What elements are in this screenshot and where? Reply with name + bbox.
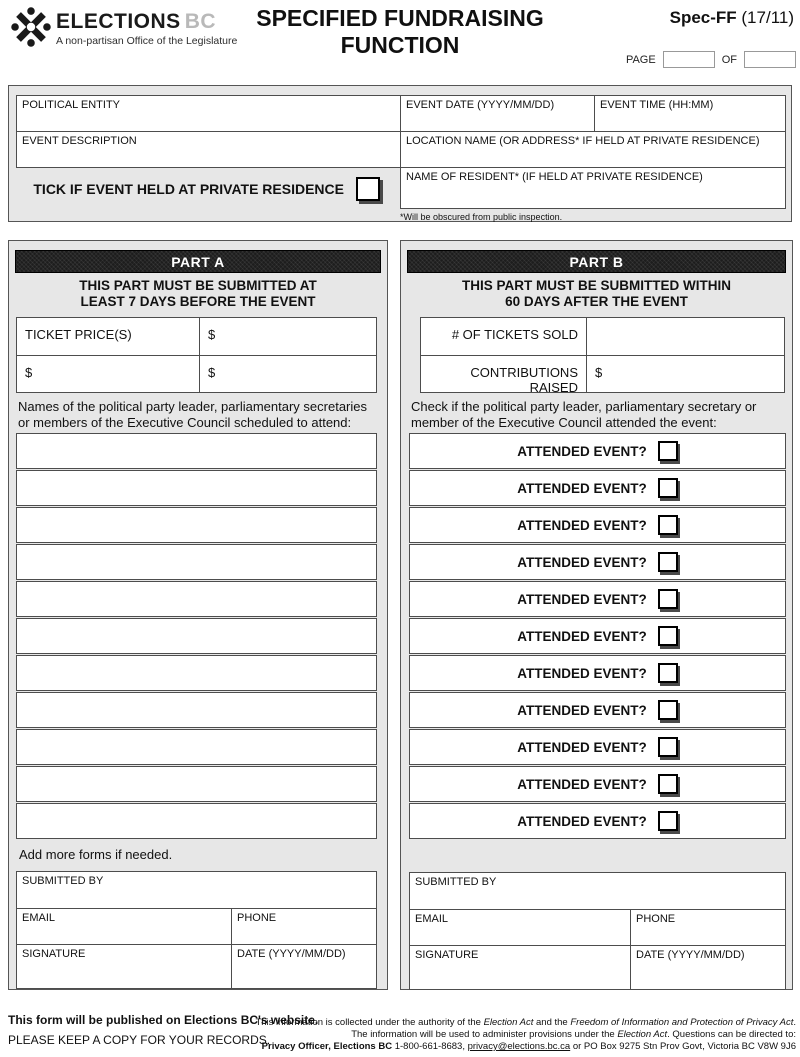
- tickets-summary-table: [420, 317, 785, 393]
- attended-event-row: [409, 507, 786, 543]
- page-total-field[interactable]: [744, 51, 796, 68]
- attended-event-checkbox[interactable]: [658, 478, 678, 498]
- private-residence-checkbox[interactable]: [356, 177, 380, 201]
- phone-field[interactable]: PHONE: [231, 909, 376, 944]
- attended-event-checkbox[interactable]: [658, 663, 678, 683]
- ticket-price-field-1[interactable]: $: [199, 318, 376, 355]
- privacy-email-link[interactable]: privacy@elections.bc.ca: [467, 1041, 571, 1052]
- attended-event-checkbox[interactable]: [658, 626, 678, 646]
- attended-event-checkbox[interactable]: [658, 515, 678, 535]
- attended-event-row: [409, 766, 786, 802]
- page-of-row: [626, 51, 796, 68]
- attendee-name-row[interactable]: [16, 729, 377, 765]
- ticket-price-field-3[interactable]: $: [199, 356, 376, 392]
- attended-event-label: ATTENDED EVENT?: [517, 813, 647, 829]
- form-code: Spec-FF (17/11): [669, 8, 794, 27]
- attended-event-row: [409, 581, 786, 617]
- attendee-name-row[interactable]: [16, 470, 377, 506]
- attended-event-checkbox[interactable]: [658, 552, 678, 572]
- attended-event-row: [409, 433, 786, 469]
- privacy-line1: This information is collected under the authority of the Election Act and the Freedom of Information and Protection of Privacy Act.: [255, 1017, 796, 1028]
- part-a-subtitle: THIS PART MUST BE SUBMITTED AT LEAST 7 DAYS BEFORE THE EVENT: [79, 278, 317, 309]
- table-row: [17, 355, 376, 392]
- attendee-name-row[interactable]: [16, 766, 377, 802]
- submitted-by-field[interactable]: SUBMITTED BY: [415, 876, 497, 888]
- page-title-line2: FUNCTION: [340, 32, 460, 58]
- attendee-name-row[interactable]: [16, 803, 377, 839]
- location-name-field[interactable]: [400, 131, 786, 168]
- attendee-names-list: [16, 433, 377, 839]
- table-row: [421, 355, 784, 395]
- attendee-name-row[interactable]: [16, 581, 377, 617]
- resident-name-label: NAME OF RESIDENT* (IF HELD AT PRIVATE RESIDENCE): [406, 171, 703, 183]
- published-note: This form will be published on Elections BC's website.: [8, 1013, 319, 1027]
- attended-event-row: [409, 655, 786, 691]
- signature-field[interactable]: SIGNATURE: [415, 949, 479, 961]
- attended-event-label: ATTENDED EVENT?: [517, 739, 647, 755]
- table-row: [17, 318, 376, 355]
- page-label: PAGE: [625, 53, 656, 66]
- part-a-header: PART A: [15, 250, 381, 273]
- attendee-name-row[interactable]: [16, 544, 377, 580]
- attended-event-label: ATTENDED EVENT?: [517, 517, 647, 533]
- attended-event-list: [409, 433, 786, 839]
- date-field[interactable]: DATE (YYYY/MM/DD): [630, 946, 785, 989]
- resident-name-field[interactable]: [400, 167, 786, 209]
- elections-bc-logo-icon: [10, 6, 52, 48]
- attended-event-checkbox[interactable]: [658, 811, 678, 831]
- part-a-panel: [8, 240, 388, 990]
- attended-event-label: ATTENDED EVENT?: [517, 480, 647, 496]
- attendee-name-row[interactable]: [16, 692, 377, 728]
- contributions-raised-field[interactable]: $: [586, 356, 784, 392]
- attended-event-label: ATTENDED EVENT?: [517, 665, 647, 681]
- attended-event-row: [409, 470, 786, 506]
- contributions-raised-label: CONTRIBUTIONS RAISED: [470, 365, 578, 395]
- attendee-name-row[interactable]: [16, 507, 377, 543]
- logo-bc-suffix: BC: [184, 10, 217, 33]
- part-a-submitted-block: [16, 871, 377, 989]
- part-b-panel: [400, 240, 793, 990]
- of-label: OF: [721, 53, 737, 66]
- attended-event-label: ATTENDED EVENT?: [517, 443, 647, 459]
- location-name-label: LOCATION NAME (OR ADDRESS* IF HELD AT PRIVATE RESIDENCE): [406, 135, 760, 147]
- keep-copy-note: PLEASE KEEP A COPY FOR YOUR RECORDS.: [8, 1033, 271, 1047]
- attended-event-checkbox[interactable]: [658, 589, 678, 609]
- obscured-footnote: *Will be obscured from public inspection.: [400, 212, 563, 222]
- page-title-line1: SPECIFIED FUNDRAISING: [256, 5, 544, 31]
- attended-event-label: ATTENDED EVENT?: [517, 591, 647, 607]
- attended-caption: Check if the political party leader, parliamentary secretary or member of the Executive Council attended the event:: [411, 399, 757, 430]
- attended-event-row: [409, 692, 786, 728]
- attendee-name-row[interactable]: [16, 618, 377, 654]
- attended-event-row: [409, 729, 786, 765]
- event-date-field[interactable]: [400, 95, 595, 132]
- submitted-by-field[interactable]: SUBMITTED BY: [22, 875, 104, 887]
- attended-event-row: [409, 618, 786, 654]
- private-residence-tick-row: [16, 168, 400, 209]
- part-b-submitted-block: [409, 872, 786, 990]
- ticket-price-field-2[interactable]: $: [25, 365, 33, 380]
- attended-event-checkbox[interactable]: [658, 774, 678, 794]
- logo-wordmark: ELECTIONS BC: [56, 10, 217, 33]
- privacy-line2: The information will be used to administer provisions under the Election Act. Questions can be directed to:: [351, 1029, 796, 1040]
- ticket-price-label: TICKET PRICE(S): [25, 327, 132, 342]
- attended-event-label: ATTENDED EVENT?: [517, 628, 647, 644]
- event-description-label: EVENT DESCRIPTION: [22, 135, 137, 147]
- email-field[interactable]: EMAIL: [415, 913, 449, 925]
- add-more-note: Add more forms if needed.: [19, 847, 173, 862]
- phone-field[interactable]: PHONE: [630, 910, 785, 945]
- event-description-field[interactable]: [16, 131, 401, 168]
- page-title: [170, 5, 630, 59]
- political-entity-label: POLITICAL ENTITY: [22, 99, 121, 111]
- attendee-name-row[interactable]: [16, 433, 377, 469]
- page-number-field[interactable]: [663, 51, 715, 68]
- table-row: [421, 318, 784, 355]
- event-time-field[interactable]: [594, 95, 786, 132]
- privacy-line3: Privacy Officer, Elections BC 1-800-661-8683, privacy@elections.bc.ca or PO Box 9275 Stn Prov Govt, Victoria BC V8W 9J6: [261, 1041, 796, 1052]
- signature-field[interactable]: SIGNATURE: [22, 948, 86, 960]
- attended-event-checkbox[interactable]: [658, 737, 678, 757]
- footer-privacy-note: [255, 1017, 796, 1053]
- logo-tagline: A non-partisan Office of the Legislature: [56, 35, 238, 47]
- attended-event-label: ATTENDED EVENT?: [517, 554, 647, 570]
- tickets-sold-label: # OF TICKETS SOLD: [451, 327, 578, 342]
- ticket-price-table: [16, 317, 377, 393]
- part-b-header: PART B: [407, 250, 786, 273]
- event-info-box: [8, 85, 792, 222]
- attended-event-row: [409, 544, 786, 580]
- email-field[interactable]: EMAIL: [22, 912, 56, 924]
- part-b-subtitle: THIS PART MUST BE SUBMITTED WITHIN 60 DAYS AFTER THE EVENT: [462, 278, 731, 309]
- attended-event-checkbox[interactable]: [658, 441, 678, 461]
- private-residence-tick-label: TICK IF EVENT HELD AT PRIVATE RESIDENCE: [33, 180, 344, 197]
- names-caption: Names of the political party leader, parliamentary secretaries or members of the Executive Council scheduled to attend:: [18, 399, 367, 430]
- political-entity-field[interactable]: [16, 95, 401, 132]
- event-time-label: EVENT TIME (HH:MM): [600, 99, 714, 111]
- attendee-name-row[interactable]: [16, 655, 377, 691]
- date-field[interactable]: DATE (YYYY/MM/DD): [231, 945, 376, 988]
- attended-event-label: ATTENDED EVENT?: [517, 702, 647, 718]
- attended-event-checkbox[interactable]: [658, 700, 678, 720]
- event-date-label: EVENT DATE (YYYY/MM/DD): [406, 99, 555, 111]
- attended-event-row: [409, 803, 786, 839]
- attended-event-label: ATTENDED EVENT?: [517, 776, 647, 792]
- tickets-sold-field[interactable]: [586, 318, 784, 355]
